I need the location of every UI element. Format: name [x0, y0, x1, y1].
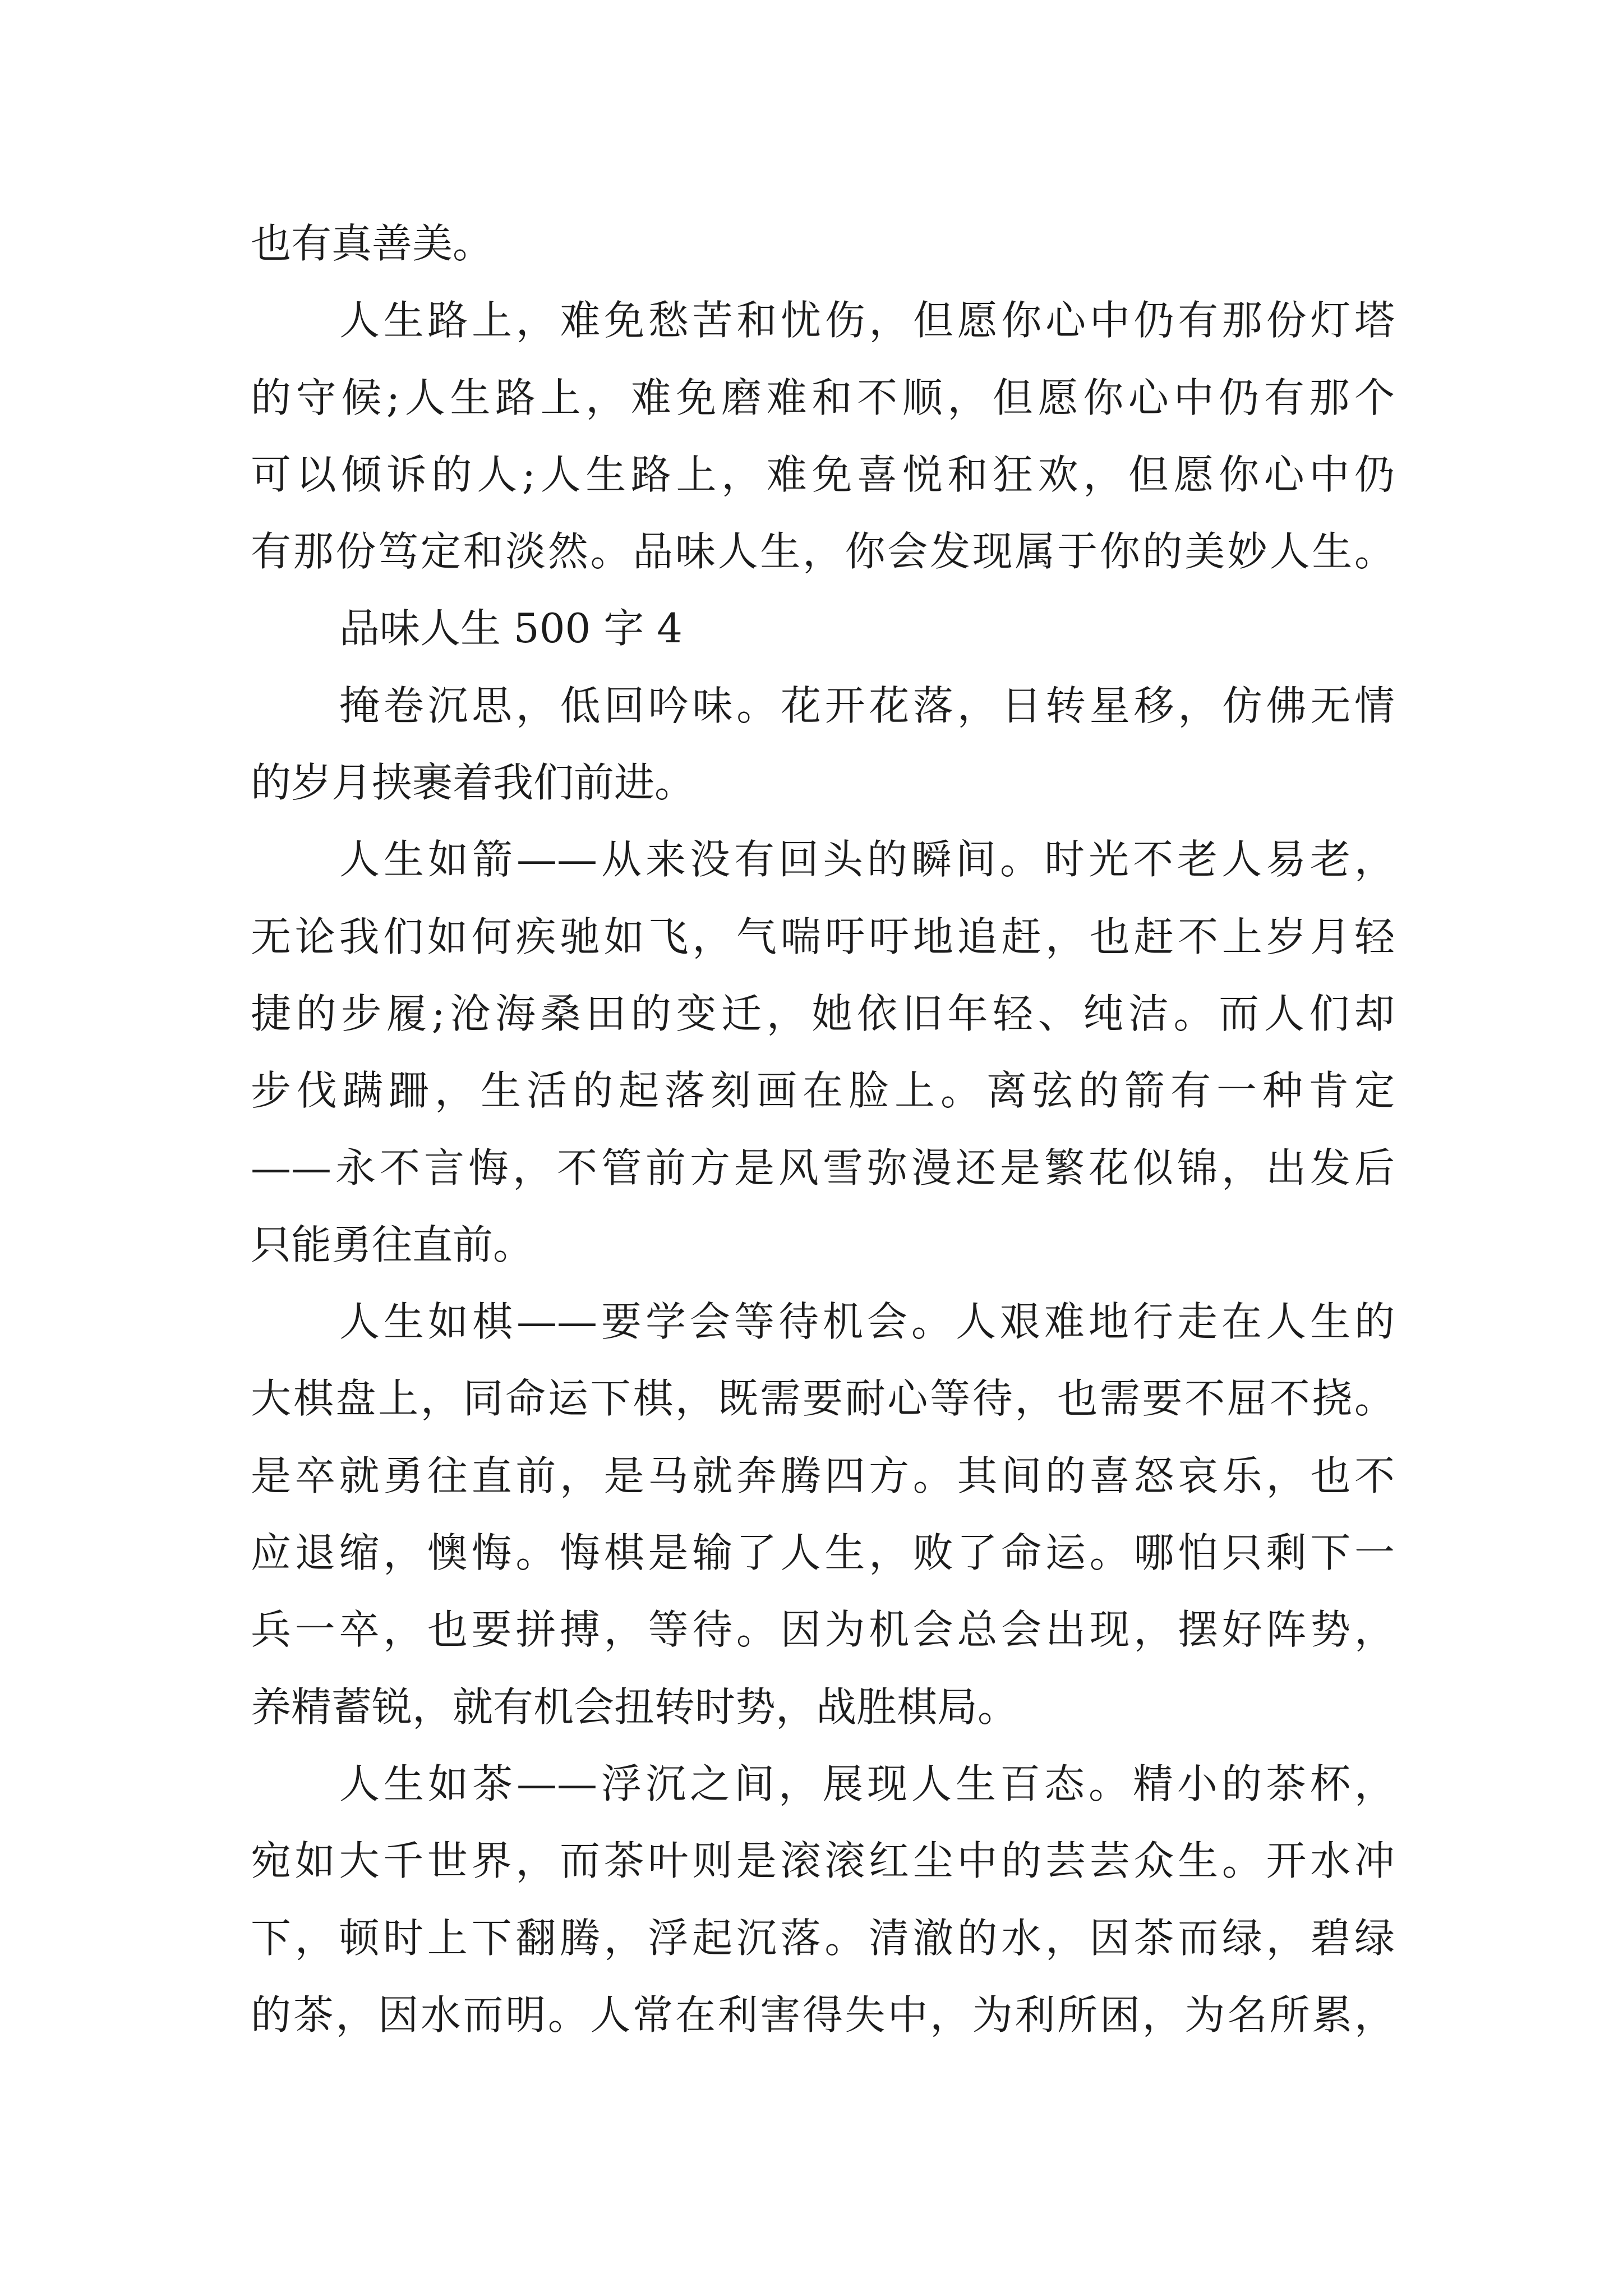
text-line: 人生如茶——浮沉之间，展现人生百态。精小的茶杯， [339, 1760, 1395, 1807]
text-line: 有那份笃定和淡然。品味人生，你会发现属于你的美妙人生。 [251, 528, 1395, 576]
paragraph-arrow [251, 821, 1395, 1283]
text-line: 也有真善美。 [251, 220, 494, 267]
paragraph-intro [251, 668, 1395, 822]
text-line: 养精蓄锐，就有机会扭转时势，战胜棋局。 [251, 1683, 1018, 1731]
paragraph-tea [251, 1746, 1395, 2054]
text-line: 兵一卒，也要拼搏，等待。因为机会总会出现，摆好阵势， [251, 1606, 1395, 1654]
text-line: 人生路上，难免愁苦和忧伤，但愿你心中仍有那份灯塔 [339, 297, 1395, 344]
text-line: 人生如棋——要学会等待机会。人艰难地行走在人生的 [339, 1298, 1395, 1346]
text-line: 是卒就勇往直前，是马就奔腾四方。其间的喜怒哀乐，也不 [251, 1452, 1395, 1499]
text-line: 步伐蹒跚，生活的起落刻画在脸上。离弦的箭有一种肯定 [251, 1067, 1395, 1115]
text-line: 掩卷沉思，低回吟味。花开花落，日转星移，仿佛无情 [339, 682, 1395, 729]
text-line: 的守候;人生路上，难免磨难和不顺，但愿你心中仍有那个 [251, 374, 1395, 421]
text-line: 宛如大千世界，而茶叶则是滚滚红尘中的芸芸众生。开水冲 [251, 1837, 1395, 1885]
text-line: 可以倾诉的人;人生路上，难免喜悦和狂欢，但愿你心中仍 [251, 450, 1395, 498]
text-line: 捷的步履;沧海桑田的变迁，她依旧年轻、纯洁。而人们却 [251, 990, 1395, 1037]
paragraph-life-road [251, 282, 1395, 590]
text-line: 只能勇往直前。 [251, 1221, 534, 1268]
section-heading [251, 590, 1395, 667]
text-line: 的茶，因水而明。人常在利害得失中，为利所困，为名所累， [251, 1991, 1395, 2039]
section-heading-text: 品味人生 500 字 4 [339, 605, 683, 652]
text-line: 应退缩，懊悔。悔棋是输了人生，败了命运。哪怕只剩下一 [251, 1529, 1395, 1577]
text-line: 大棋盘上，同命运下棋，既需要耐心等待，也需要不屈不挠。 [251, 1375, 1395, 1423]
text-line: 下，顿时上下翻腾，浮起沉落。清澈的水，因茶而绿，碧绿 [251, 1914, 1395, 1962]
text-line: 无论我们如何疾驰如飞，气喘吁吁地追赶，也赶不上岁月轻 [251, 913, 1395, 960]
text-line: ——永不言悔，不管前方是风雪弥漫还是繁花似锦，出发后 [251, 1144, 1395, 1191]
paragraph-continuation [251, 205, 1395, 282]
text-line: 的岁月挟裹着我们前进。 [251, 759, 695, 807]
paragraph-chess [251, 1283, 1395, 1746]
text-line: 人生如箭——从来没有回头的瞬间。时光不老人易老， [339, 836, 1395, 884]
document-body [251, 205, 1395, 2054]
